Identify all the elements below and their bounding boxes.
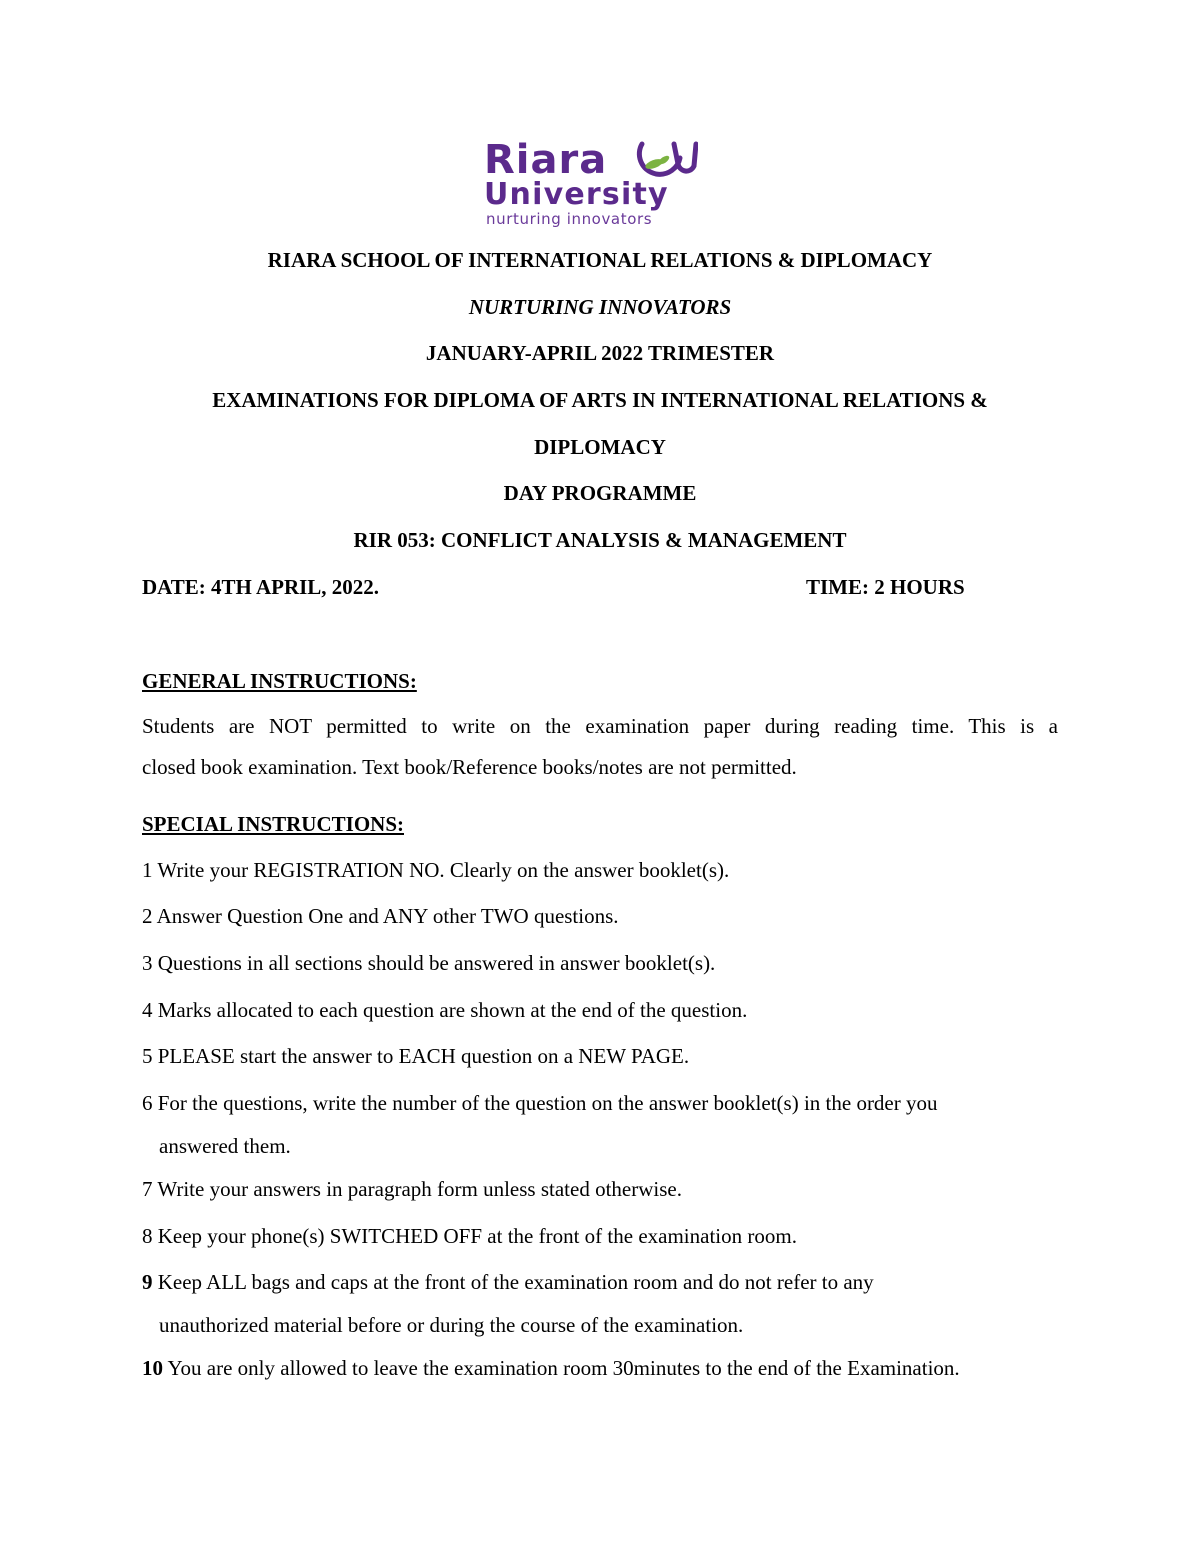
instruction-number: 8 [142,1224,153,1248]
motto: NURTURING INNOVATORS [468,295,732,319]
instruction-text: Write your REGISTRATION NO. Clearly on the answer booklet(s). [157,858,730,882]
instruction-number: 2 [142,904,153,928]
instruction-continuation: answered them. [159,1134,291,1158]
school-name: RIARA SCHOOL OF INTERNATIONAL RELATIONS & DIPLOMACY [267,248,933,272]
university-logo [484,138,716,230]
logo-subname: University [484,177,669,212]
special-instructions-title: SPECIAL INSTRUCTIONS: [142,812,404,836]
instruction-text: Keep ALL bags and caps at the front of the examination room and do not refer to any [157,1270,874,1294]
logo-emblem-icon [634,140,698,180]
instruction-text: For the questions, write the number of the question on the answer booklet(s) in the order you [157,1091,938,1115]
instruction-number: 6 [142,1091,153,1115]
instruction-text: Questions in all sections should be answered in answer booklet(s). [157,951,716,975]
instruction-text: Keep your phone(s) SWITCHED OFF at the front of the examination room. [157,1224,797,1248]
instruction-number: 9 [142,1270,153,1294]
instruction-item [142,942,1072,985]
instruction-number: 3 [142,951,153,975]
instruction-text: Write your answers in paragraph form unless stated otherwise. [157,1177,682,1201]
instruction-number: 7 [142,1177,153,1201]
instruction-item [142,1168,1072,1211]
general-instructions-text [142,706,1058,788]
instruction-item [142,1082,1072,1168]
instruction-item [142,1215,1072,1258]
general-instructions-line: Students are NOT permitted to write on the examination paper during reading time. This is a [142,714,1058,738]
instruction-item [142,1035,1072,1078]
general-instructions-line: closed book examination. Text book/Reference books/notes are not permitted. [142,755,797,779]
instruction-text: Marks allocated to each question are shown at the end of the question. [157,998,748,1022]
instruction-number: 5 [142,1044,153,1068]
exam-date: DATE: 4TH APRIL, 2022. [142,575,380,599]
logo-name: Riara [484,137,608,183]
instruction-item [142,1261,1072,1347]
instruction-item [142,849,1072,892]
general-instructions-title: GENERAL INSTRUCTIONS: [142,669,417,693]
instruction-text: You are only allowed to leave the examination room 30minutes to the end of the Examination. [167,1356,960,1380]
instruction-number: 4 [142,998,153,1022]
instruction-number: 10 [142,1356,163,1380]
instruction-item [142,989,1072,1032]
instruction-item [142,895,1072,938]
instruction-text: PLEASE start the answer to EACH question on a NEW PAGE. [157,1044,690,1068]
programme: DAY PROGRAMME [503,481,697,505]
instruction-item [142,1347,1072,1390]
instruction-number: 1 [142,858,153,882]
course-title: RIR 053: CONFLICT ANALYSIS & MANAGEMENT [353,528,847,552]
exam-title-line1: EXAMINATIONS FOR DIPLOMA OF ARTS IN INTERNATIONAL RELATIONS & [212,388,988,412]
trimester: JANUARY-APRIL 2022 TRIMESTER [425,341,775,365]
exam-time: TIME: 2 HOURS [806,575,965,599]
instruction-text: Answer Question One and ANY other TWO questions. [156,904,619,928]
instruction-continuation: unauthorized material before or during the course of the examination. [159,1313,744,1337]
exam-title-line2: DIPLOMACY [534,435,666,459]
logo-tagline: nurturing innovators [486,210,653,228]
